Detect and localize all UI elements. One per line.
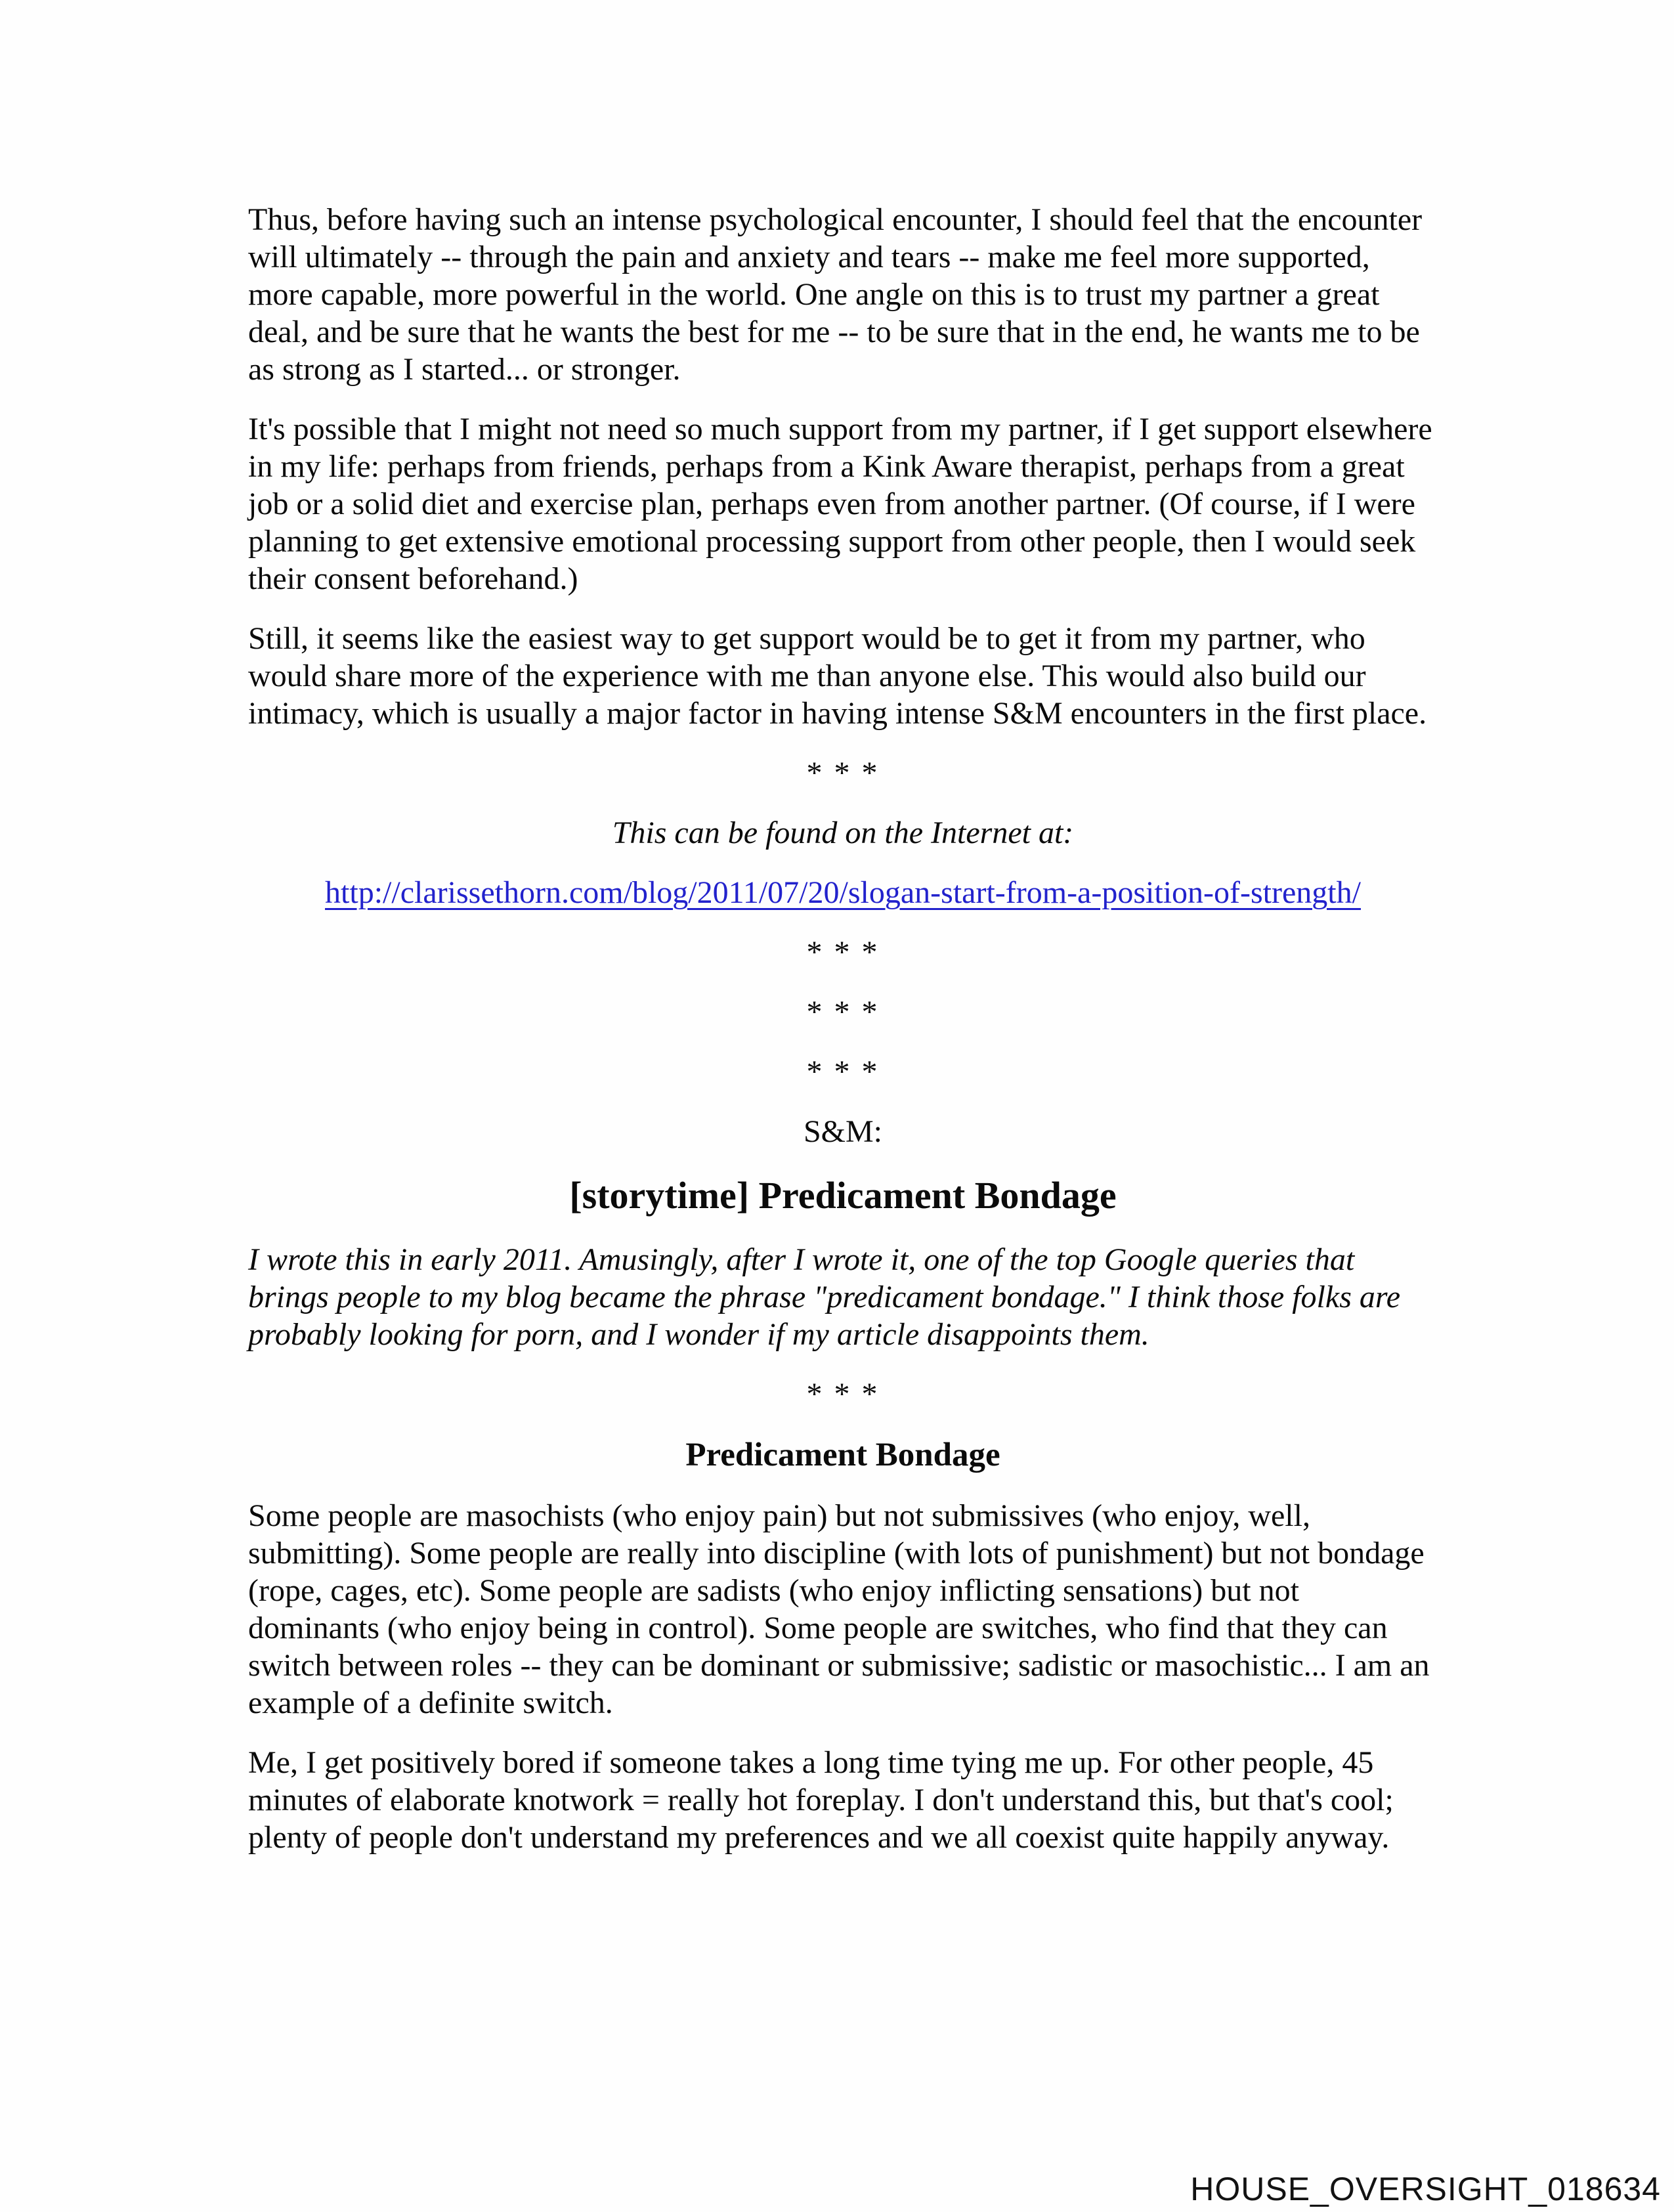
paragraph-kink-roles: Some people are masochists (who enjoy pain) but not submissives (who enjoy, well, submitting). Some people are really into discipline (with lots of punishment) but not bondage (rope, cages, etc). Some people are sadists (who enjoy inflicting sensations) but not dominants (who enjoy being in control). Some people are switches, who find that they can switch between roles -- they can be dominant or submissive; sadistic or masochistic... I am an example of a definite switch. — [248, 1498, 1430, 1720]
paragraph-support: Thus, before having such an intense psychological encounter, I should feel that the encounter will ultimately -- through the pain and anxiety and tears -- make me feel more supported, more capable, more powerful in the world. One angle on this is to trust my partner a great deal, and be sure that he wants the best for me -- to be sure that in the end, he wants me to be as strong as I started... or stronger. — [248, 202, 1423, 387]
section-label: S&M: — [803, 1114, 883, 1149]
blog-url-link[interactable]: http://clarissethorn.com/blog/2011/07/20/slogan-start-from-a-position-of-strength/ — [325, 875, 1361, 910]
document-body — [248, 201, 1438, 1878]
section-separator: * * * — [806, 935, 880, 970]
bates-number: HOUSE_OVERSIGHT_018634 — [1190, 2171, 1661, 2207]
author-intro-note: I wrote this in early 2011. Amusingly, after I wrote it, one of the top Google queries that brings people to my blog became the phrase "predicament bondage." I think those folks are probably looking for porn, and I wonder if my article disappoints them. — [248, 1242, 1401, 1352]
paragraph-bored-tying: Me, I get positively bored if someone takes a long time tying me up. For other people, 45 minutes of elaborate knotwork = really hot foreplay. I don't understand this, but that's cool; plenty of people don't understand my preferences and we all coexist quite happily anyway. — [248, 1745, 1394, 1855]
paragraph-partner-support: Still, it seems like the easiest way to get support would be to get it from my partner, who would share more of the experience with me than anyone else. This would also build our intimacy, which is usually a major factor in having intense S&M encounters in the first place. — [248, 621, 1427, 731]
section-separator: * * * — [806, 1054, 880, 1089]
section-separator: * * * — [806, 995, 880, 1030]
paragraph-support-elsewhere: It's possible that I might not need so much support from my partner, if I get support elsewhere in my life: perhaps from friends, perhaps from a Kink Aware therapist, perhaps from a great job or a solid diet and exercise plan, perhaps even from another partner. (Of course, if I were planning to get extensive emotional processing support from other people, then I would seek their consent beforehand.) — [248, 412, 1432, 596]
section-separator: * * * — [806, 756, 880, 791]
blog-url-line — [248, 874, 1438, 911]
article-title: [storytime] Predicament Bondage — [569, 1174, 1117, 1217]
section-separator: * * * — [806, 1377, 880, 1412]
article-subheading: Predicament Bondage — [685, 1437, 1000, 1473]
internet-note: This can be found on the Internet at: — [612, 815, 1074, 850]
